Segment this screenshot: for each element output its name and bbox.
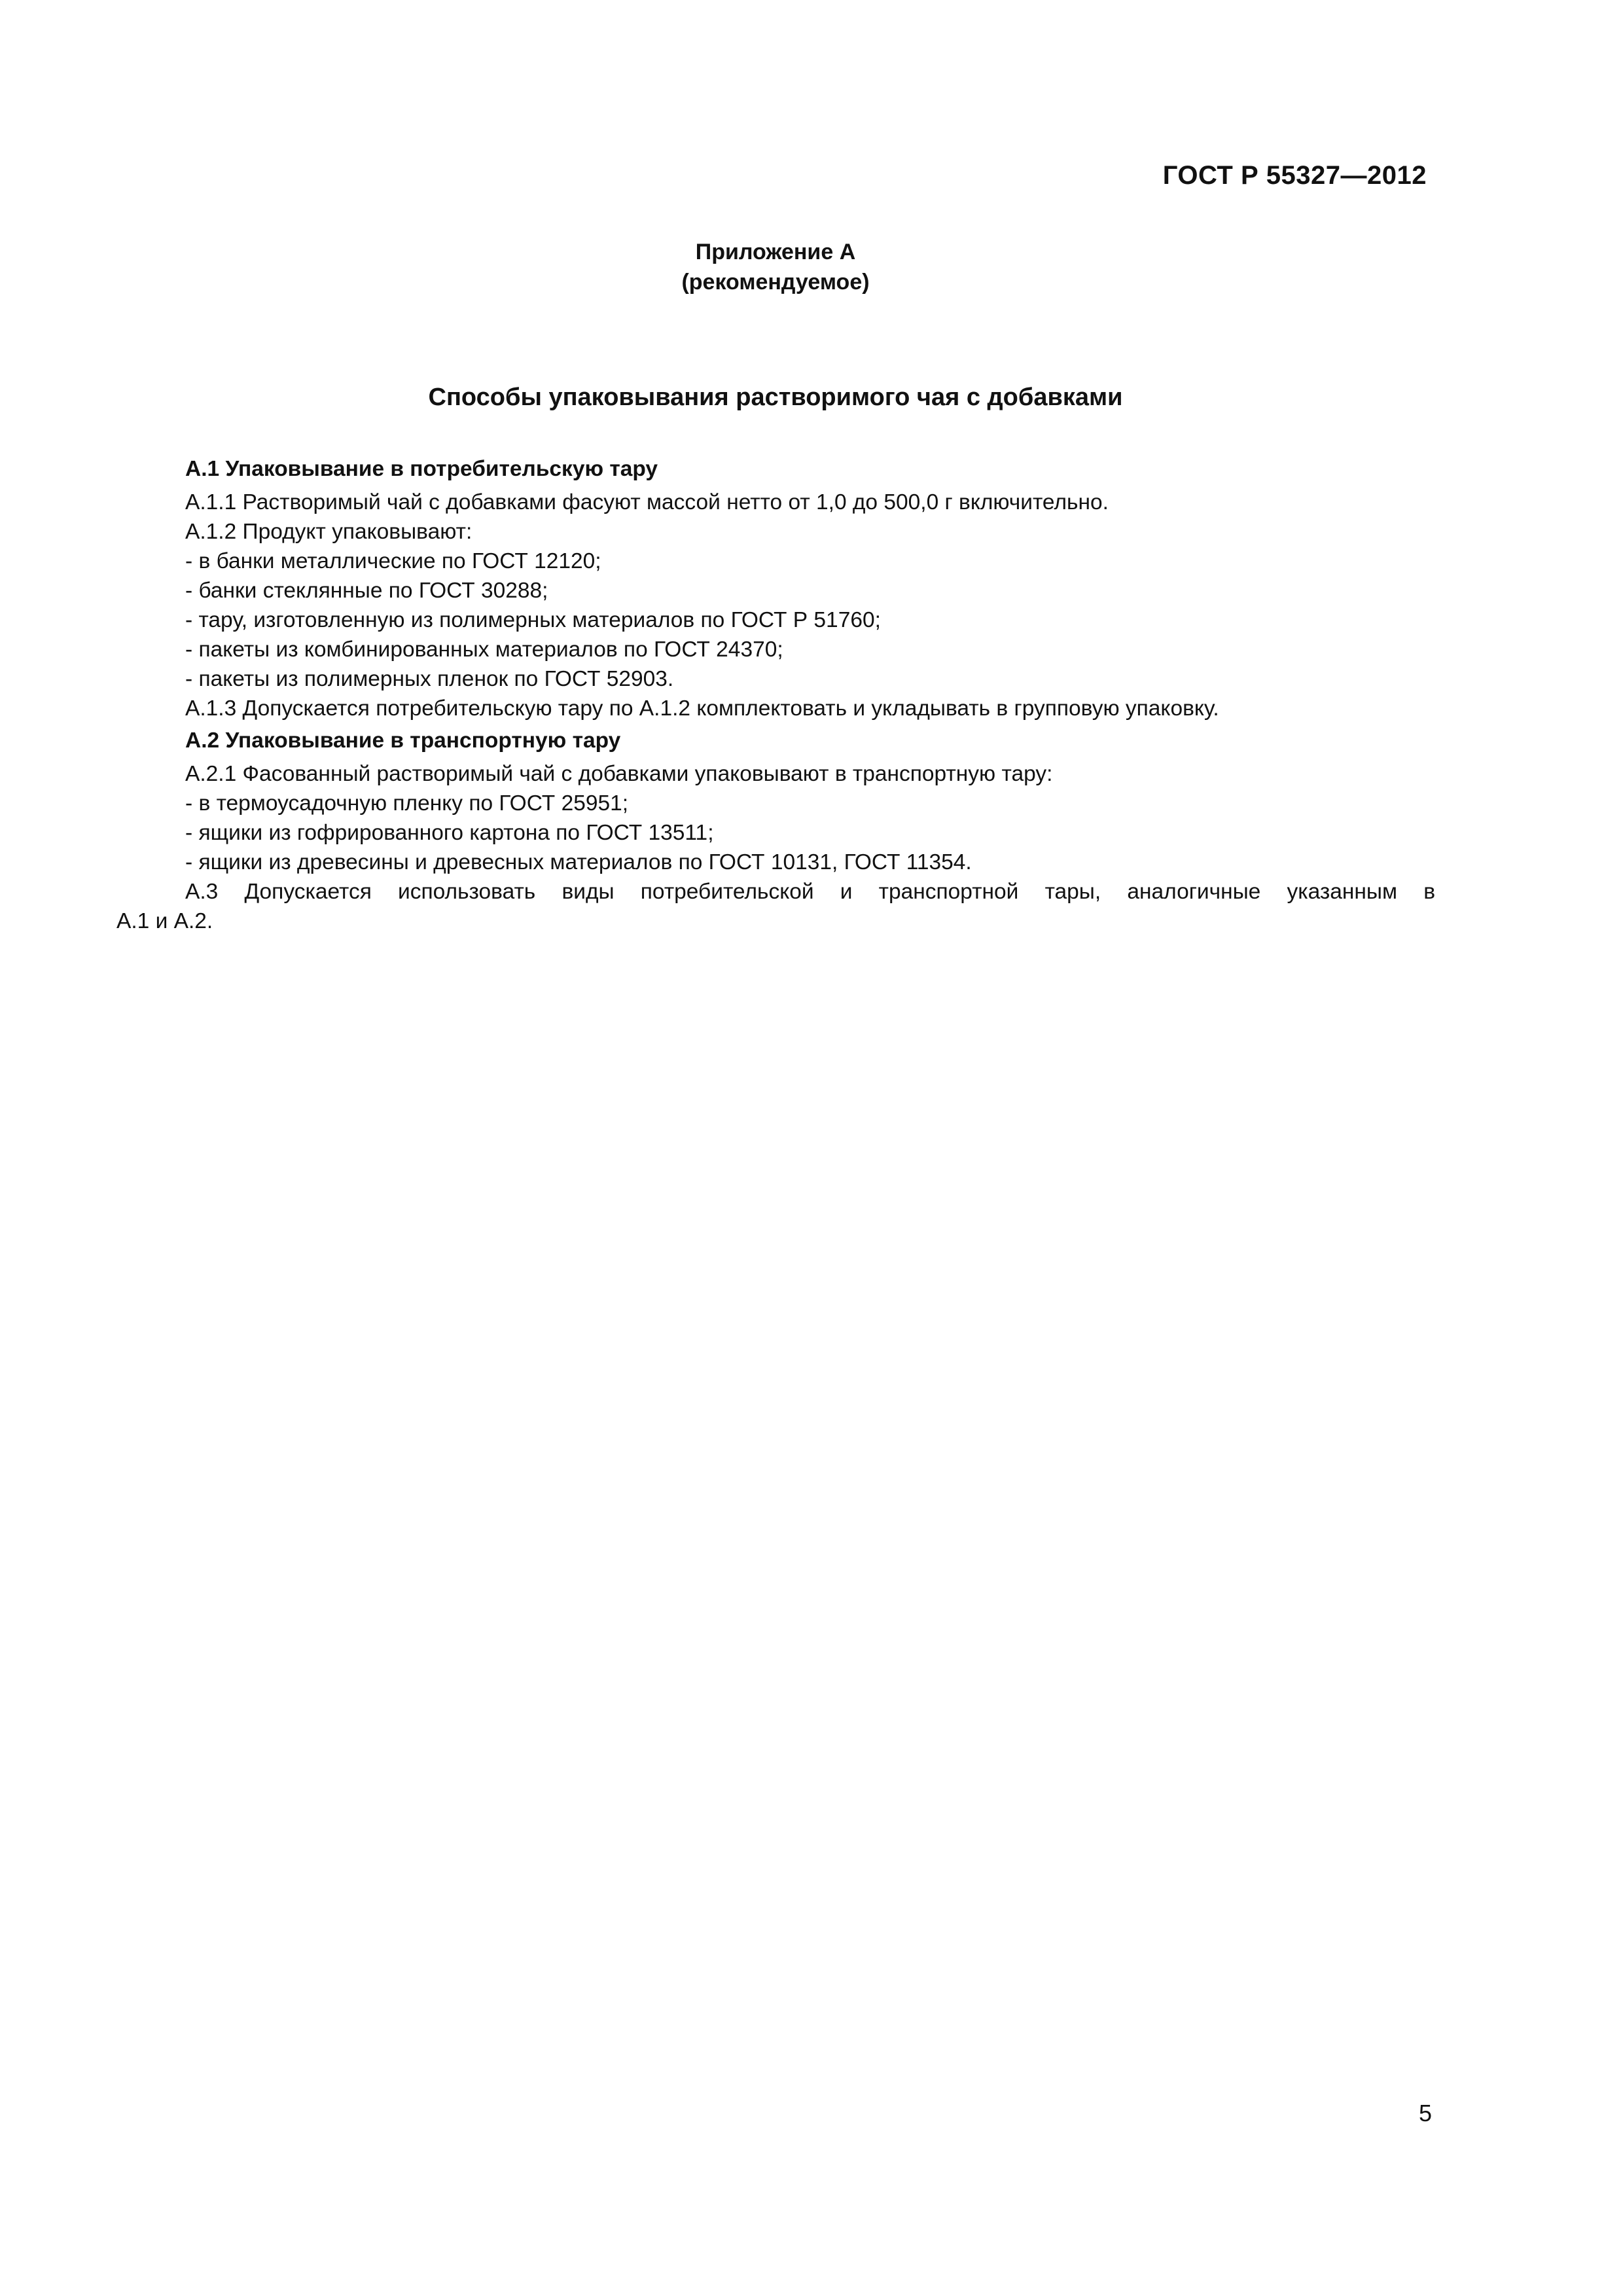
section-a2-heading: А.2 Упаковывание в транспортную тару [185, 728, 621, 753]
document-body [116, 452, 1435, 936]
page-title: Способы упаковывания растворимого чая с добавками [428, 384, 1123, 411]
list-item: - тару, изготовленную из полимерных материалов по ГОСТ Р 51760; [185, 608, 881, 632]
list-item: - ящики из гофрированного картона по ГОСТ 13511; [185, 821, 714, 845]
list-item: - банки стеклянные по ГОСТ 30288; [185, 579, 548, 603]
section-a1-heading: А.1 Упаковывание в потребительскую тару [185, 457, 658, 481]
appendix-subtitle: (рекомендуемое) [681, 270, 870, 295]
paragraph-a3: А.3 Допускается использовать виды потребительской и транспортной тары, аналогичные указанным в [185, 880, 1435, 904]
appendix-title: Приложение А [695, 240, 856, 264]
list-item: - пакеты из комбинированных материалов по ГОСТ 24370; [185, 637, 783, 662]
document-code: ГОСТ Р 55327—2012 [1162, 161, 1427, 190]
list-item: - пакеты из полимерных пленок по ГОСТ 52903. [185, 667, 674, 691]
appendix-heading [0, 237, 1551, 297]
list-item: - в банки металлические по ГОСТ 12120; [185, 549, 601, 573]
paragraph-a1-3: А.1.3 Допускается потребительскую тару по А.1.2 комплектовать и укладывать в групповую упаковку. [185, 696, 1219, 721]
list-item: - в термоусадочную пленку по ГОСТ 25951; [185, 791, 629, 816]
paragraph-a2-1: А.2.1 Фасованный растворимый чай с добавками упаковывают в транспортную тару: [185, 762, 1053, 786]
page-number: 5 [1418, 2100, 1432, 2126]
paragraph-a3-continuation: А.1 и А.2. [116, 909, 213, 933]
paragraph-a1-2: А.1.2 Продукт упаковывают: [185, 520, 473, 544]
paragraph-a1-1: А.1.1 Растворимый чай с добавками фасуют массой нетто от 1,0 до 500,0 г включительно. [185, 490, 1109, 514]
list-item: - ящики из древесины и древесных материалов по ГОСТ 10131, ГОСТ 11354. [185, 850, 972, 874]
